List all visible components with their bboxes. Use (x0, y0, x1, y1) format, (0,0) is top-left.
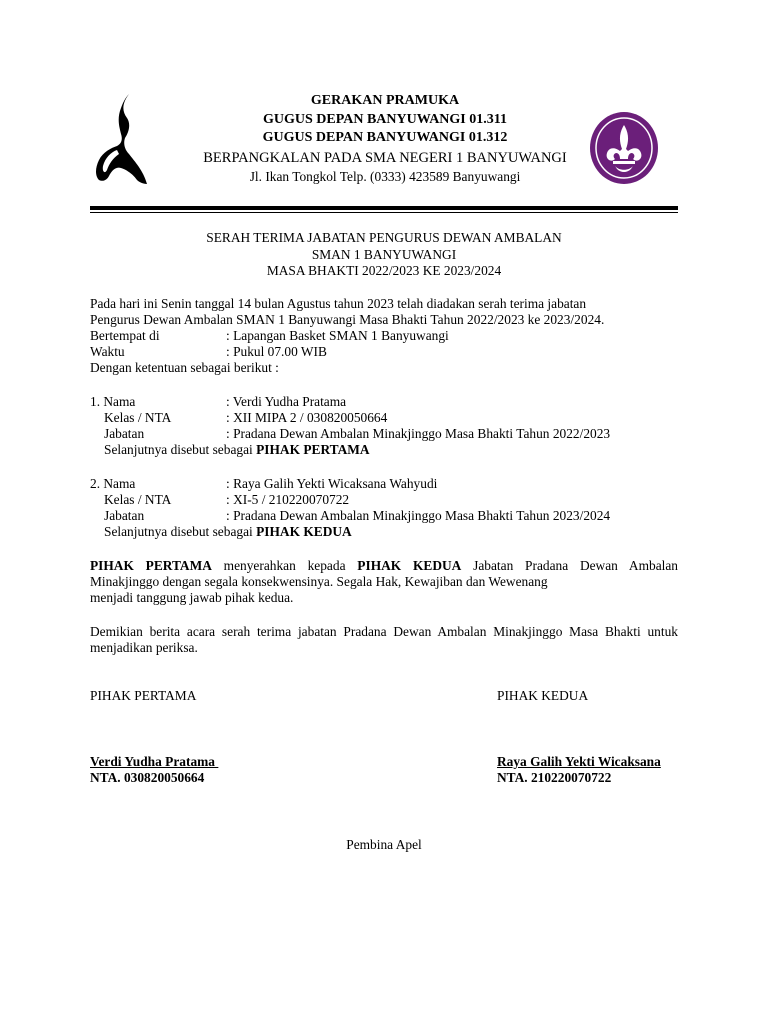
party1-class-value: : XII MIPA 2 / 030820050664 (226, 410, 388, 425)
document-title: SERAH TERIMA JABATAN PENGURUS DEWAN AMBALAN (206, 230, 562, 245)
handover-mid2: Jabatan Pradana Dewan Ambalan (461, 558, 678, 573)
party1-name-row (90, 394, 678, 410)
closing-line-1: Demikian berita acara serah terima jabatan Pradana Dewan Ambalan Minakjinggo Masa Bhakti untuk (90, 624, 678, 639)
party2-position-label: Jabatan (104, 508, 145, 523)
handover-line-2: Minakjinggo dengan segala konsekwensinya. Segala Hak, Kewajiban dan Wewenang (90, 574, 548, 589)
signature-right-nta: NTA. 210220070722 (497, 770, 612, 785)
party2-referred-as: PIHAK KEDUA (256, 524, 352, 539)
signature-left-title: PIHAK PERTAMA (90, 688, 197, 703)
party1-name-value: : Verdi Yudha Pratama (226, 394, 347, 409)
party1-name-label: 1. Nama (90, 394, 136, 409)
closing-line-2: menjadikan periksa. (90, 640, 198, 655)
base-school: BERPANGKALAN PADA SMA NEGERI 1 BANYUWANGI (203, 150, 567, 166)
party2-referred-row (90, 524, 678, 540)
party1-position-row (90, 426, 678, 442)
time-value: : Pukul 07.00 WIB (226, 344, 327, 359)
signature-left-name: Verdi Yudha Pratama (90, 754, 219, 769)
party1-class-label: Kelas / NTA (104, 410, 172, 425)
party2-referred-prefix: Selanjutnya disebut sebagai (104, 524, 257, 539)
document-period: MASA BHAKTI 2022/2023 KE 2023/2024 (266, 263, 502, 278)
party2-name-row (90, 476, 678, 492)
unit-1: GUGUS DEPAN BANYUWANGI 01.311 (263, 112, 507, 127)
signature-right-title: PIHAK KEDUA (497, 688, 589, 703)
signature-right-name: Raya Galih Yekti Wicaksana (497, 754, 661, 769)
party1-referred-prefix: Selanjutnya disebut sebagai (104, 442, 257, 457)
place-label: Bertempat di (90, 328, 160, 343)
unit-2: GUGUS DEPAN BANYUWANGI 01.312 (262, 130, 508, 145)
intro-line-2: Pengurus Dewan Ambalan SMAN 1 Banyuwangi Masa Bhakti Tahun 2022/2023 ke 2023/2024. (90, 312, 605, 327)
party1-referred-as: PIHAK PERTAMA (256, 442, 370, 457)
party2-class-row (90, 492, 678, 508)
party2-position-row (90, 508, 678, 524)
org-name: GERAKAN PRAMUKA (310, 93, 460, 108)
terms-line: Dengan ketentuan sebagai berikut : (90, 360, 279, 375)
party1-referred-row (90, 442, 678, 458)
party2-class-label: Kelas / NTA (104, 492, 172, 507)
intro-line-1: Pada hari ini Senin tanggal 14 bulan Agustus tahun 2023 telah diadakan serah terima jabatan (90, 296, 587, 311)
header-divider-thin (90, 212, 678, 213)
header-divider-thick (90, 206, 678, 210)
handover-party1: PIHAK PERTAMA (90, 558, 212, 573)
party2-position-value: : Pradana Dewan Ambalan Minakjinggo Masa Bhakti Tahun 2023/2024 (226, 508, 611, 523)
party1-class-row (90, 410, 678, 426)
handover-party2: PIHAK KEDUA (357, 558, 462, 573)
document-subtitle: SMAN 1 BANYUWANGI (311, 247, 457, 262)
address: Jl. Ikan Tongkol Telp. (0333) 423589 Banyuwangi (249, 169, 521, 184)
place-value: : Lapangan Basket SMAN 1 Banyuwangi (226, 328, 449, 343)
party1-position-value: : Pradana Dewan Ambalan Minakjinggo Masa Bhakti Tahun 2022/2023 (226, 426, 611, 441)
time-label: Waktu (90, 344, 125, 359)
party2-class-value: : XI-5 / 210220070722 (226, 492, 350, 507)
party2-name-value: : Raya Galih Yekti Wicaksana Wahyudi (226, 476, 438, 491)
handover-line-1 (90, 558, 678, 574)
party1-position-label: Jabatan (104, 426, 145, 441)
place-row (90, 328, 678, 344)
party2-name-label: 2. Nama (90, 476, 136, 491)
tunas-kelapa-icon (93, 92, 151, 188)
handover-mid1: menyerahkan kepada (211, 558, 358, 573)
signature-left-nta: NTA. 030820050664 (90, 770, 205, 785)
time-row (90, 344, 678, 360)
supervisor-title: Pembina Apel (346, 837, 422, 852)
handover-line-3: menjadi tanggung jawab pihak kedua. (90, 590, 294, 605)
tunas-kelapa-logo (93, 92, 151, 188)
